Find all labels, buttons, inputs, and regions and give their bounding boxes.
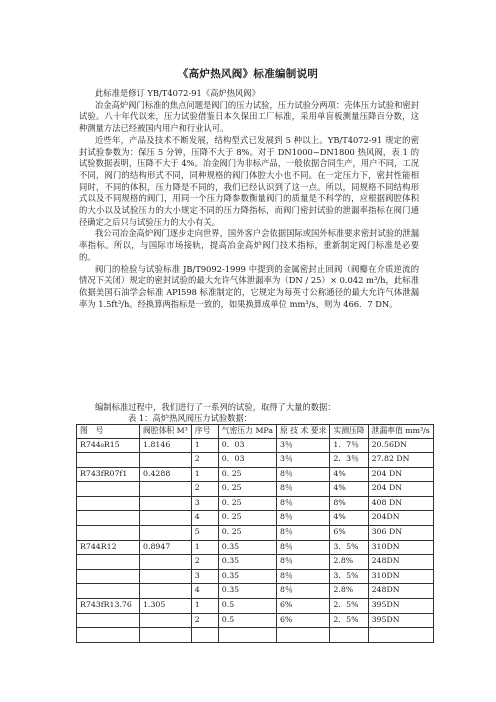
cell-seal-pressure: 0.35	[218, 584, 276, 599]
paragraph-leakage-standard: 阀门的检验与试验标准 JB/T9092-1999 中提到的金属密封止回阀（阀瓣在介质逆流的情况下关闭）规定的密封试验的最大允许气体泄漏率为（DN / 25）× 0.042 m³/h，此标准依据美国石油学会标准 API598 标准制定的，它规定为每英寸公称通径的最大允许气体泄漏率为 1.5ft³/h。经换算两指标是一致的，如果换算成单位 mm³/s，则为 466．7 DN。	[79, 263, 419, 309]
table-row	[77, 526, 434, 541]
cell-measured-drop: 4%	[330, 511, 368, 526]
cell-cavity-volume	[140, 453, 192, 468]
header-seal-pressure: 气密压力 MPa	[218, 425, 276, 439]
cell-seal-pressure	[218, 628, 276, 643]
table-row	[77, 569, 434, 584]
paragraph-test-parameters: 近些年，产品及技术不断发展，结构型式已发展到 5 种以上。YB/T4072-91 规定的密封试验参数为：保压 5 分钟，压降不大于 8%。对于 DN1000~DN1800 热风阀，表 1 的试验数据表明，压降不大于 4%。冶金阀门为非标产品，一般依据合同生产，用户不同，工况不同，阀门的结构形式不同，同种规格的阀门体腔大小也不同。在一定压力下，密封性能相同时，不同的体积，压力降是不同的，我们已经认识到了这一点。所以，同规格不同结构形式以及不同规格的阀门，用同一个压力降参数衡量阀门的质量是不科学的，应根据阀腔体积的大小以及试验压力的大小规定不同的压力降指标，而阀门密封试验的泄漏率指标在阀门通径确定之后只与试验压力的大小有关。	[79, 134, 419, 227]
cell-seq: 4	[191, 584, 218, 599]
table-row	[77, 584, 434, 599]
table-row	[77, 613, 434, 628]
cell-seal-pressure: 0.35	[218, 555, 276, 570]
cell-drawing-no	[77, 555, 140, 570]
cell-seq: 3	[191, 496, 218, 511]
cell-original-req: 8％	[276, 496, 329, 511]
header-seq: 序号	[191, 425, 218, 439]
table-row	[77, 467, 434, 482]
cell-cavity-volume: 1.305	[140, 599, 192, 614]
cell-leakage-rate: 248DN	[368, 584, 433, 599]
cell-seal-pressure: 0.35	[218, 569, 276, 584]
cell-measured-drop: 2．5%	[330, 599, 368, 614]
cell-seal-pressure: 0. 25	[218, 526, 276, 541]
cell-cavity-volume	[140, 555, 192, 570]
cell-seq: 2	[191, 482, 218, 497]
table-row	[77, 599, 434, 614]
header-original-req: 原 技 术 要求	[276, 425, 329, 439]
cell-original-req: 6%	[276, 599, 329, 614]
cell-seal-pressure: 0. 25	[218, 467, 276, 482]
cell-measured-drop: 2.8%	[330, 555, 368, 570]
cell-seq: 3	[191, 569, 218, 584]
cell-seq: 1	[191, 438, 218, 453]
cell-cavity-volume	[140, 482, 192, 497]
cell-leakage-rate: 27.82 DN	[368, 453, 433, 468]
cell-original-req	[276, 628, 329, 643]
cell-measured-drop: 2．3％	[330, 453, 368, 468]
table-row	[77, 628, 434, 643]
cell-cavity-volume	[140, 584, 192, 599]
table-row	[77, 555, 434, 570]
cell-original-req: 8％	[276, 555, 329, 570]
cell-drawing-no	[77, 482, 140, 497]
cell-seq	[191, 628, 218, 643]
table-intro-text: 编制标准过程中，我们进行了一系列的试验，取得了大量的数据：	[95, 402, 336, 412]
cell-cavity-volume: 0.8947	[140, 540, 192, 555]
table-row	[77, 511, 434, 526]
cell-cavity-volume	[140, 496, 192, 511]
cell-cavity-volume: 0.4288	[140, 467, 192, 482]
cell-original-req: 8％	[276, 526, 329, 541]
cell-seq: 2	[191, 613, 218, 628]
cell-leakage-rate: 395DN	[368, 599, 433, 614]
cell-leakage-rate: 248DN	[368, 555, 433, 570]
cell-seq: 2	[191, 453, 218, 468]
table-row	[77, 438, 434, 453]
document-body	[79, 88, 419, 310]
cell-drawing-no	[77, 511, 140, 526]
table-row	[77, 496, 434, 511]
cell-original-req: 8％	[276, 569, 329, 584]
pressure-test-table	[76, 424, 434, 643]
header-drawing-no: 图 号	[77, 425, 140, 439]
cell-leakage-rate: 204 DN	[368, 482, 433, 497]
cell-measured-drop: 6%	[330, 526, 368, 541]
cell-original-req: 3％	[276, 453, 329, 468]
cell-seal-pressure: 0.5	[218, 599, 276, 614]
paragraph-pressure-test: 冶金高炉阀门标准的焦点问题是阀门的压力试验，压力试验分两项：壳体压力试验和密封试验。八十年代以来，压力试验借鉴日本久保田工厂标准，采用单盲板测量压降百分数，这种测量方法已经被国内用户和行业认可。	[79, 99, 419, 134]
cell-leakage-rate: 204 DN	[368, 467, 433, 482]
paragraph-international: 我公司冶金高炉阀门逐步走向世界，国外客户会依据国际或国外标准要求密封试验的泄漏率指标。所以，与国际市场接轨，提高冶金高炉阀门技术指标，重新制定阀门标准是必要的。	[79, 228, 419, 262]
cell-drawing-no	[77, 496, 140, 511]
cell-measured-drop: 4%	[330, 482, 368, 497]
cell-drawing-no	[77, 526, 140, 541]
table-row	[77, 540, 434, 555]
cell-measured-drop: 2.8%	[330, 584, 368, 599]
cell-seq: 4	[191, 511, 218, 526]
cell-drawing-no: R744R12	[77, 540, 140, 555]
cell-measured-drop	[330, 628, 368, 643]
cell-seal-pressure: 0．03	[218, 453, 276, 468]
cell-original-req: 8％	[276, 467, 329, 482]
cell-seal-pressure: 0.5	[218, 613, 276, 628]
cell-leakage-rate: 310DN	[368, 569, 433, 584]
cell-leakage-rate: 310DN	[368, 540, 433, 555]
cell-original-req: 6%	[276, 613, 329, 628]
cell-seal-pressure: 0. 25	[218, 482, 276, 497]
header-cavity-volume: 阀腔体积 M³	[140, 425, 192, 439]
header-leakage-rate: 泄漏率值 mm³/s	[368, 425, 433, 439]
cell-cavity-volume: 1.8146	[140, 438, 192, 453]
cell-seal-pressure: 0.35	[218, 540, 276, 555]
cell-cavity-volume	[140, 511, 192, 526]
cell-seq: 5	[191, 526, 218, 541]
table-header-row	[77, 425, 434, 439]
table-row	[77, 482, 434, 497]
cell-measured-drop: 8%	[330, 496, 368, 511]
cell-drawing-no: R743fR13.76	[77, 599, 140, 614]
cell-seq: 2	[191, 555, 218, 570]
cell-leakage-rate: 306 DN	[368, 526, 433, 541]
cell-seq: 1	[191, 467, 218, 482]
cell-leakage-rate: 395DN	[368, 613, 433, 628]
cell-drawing-no	[77, 569, 140, 584]
cell-measured-drop: 4%	[330, 467, 368, 482]
table-row	[77, 453, 434, 468]
cell-drawing-no: R743fR07f1	[77, 467, 140, 482]
cell-measured-drop: 3．5%	[330, 540, 368, 555]
cell-seq: 1	[191, 599, 218, 614]
cell-leakage-rate: 408 DN	[368, 496, 433, 511]
cell-drawing-no	[77, 453, 140, 468]
cell-seal-pressure: 0．03	[218, 438, 276, 453]
cell-cavity-volume	[140, 569, 192, 584]
cell-drawing-no: R744₈R15	[77, 438, 140, 453]
cell-original-req: 8％	[276, 540, 329, 555]
cell-leakage-rate	[368, 628, 433, 643]
cell-measured-drop: 3．5%	[330, 569, 368, 584]
cell-original-req: 3％	[276, 438, 329, 453]
cell-measured-drop: 1．7％	[330, 438, 368, 453]
cell-cavity-volume	[140, 526, 192, 541]
cell-cavity-volume	[140, 628, 192, 643]
cell-seal-pressure: 0. 25	[218, 511, 276, 526]
document-title: 《高炉热风阀》标准编制说明	[177, 68, 319, 80]
header-measured-drop: 实测压降	[330, 425, 368, 439]
cell-cavity-volume	[140, 613, 192, 628]
cell-original-req: 8％	[276, 482, 329, 497]
cell-measured-drop: 2．5%	[330, 613, 368, 628]
cell-seq: 1	[191, 540, 218, 555]
cell-leakage-rate: 204DN	[368, 511, 433, 526]
cell-leakage-rate: 20.56DN	[368, 438, 433, 453]
cell-drawing-no	[77, 613, 140, 628]
paragraph-revision-note: 此标准是修订 YB/T4072-91《高炉热风阀》	[95, 88, 260, 98]
cell-seal-pressure: 0. 25	[218, 496, 276, 511]
cell-original-req: 8％	[276, 584, 329, 599]
table-caption: 表 1：高炉热风阀压力试验数据：	[128, 413, 253, 423]
cell-drawing-no	[77, 584, 140, 599]
cell-drawing-no	[77, 628, 140, 643]
cell-original-req: 8％	[276, 511, 329, 526]
